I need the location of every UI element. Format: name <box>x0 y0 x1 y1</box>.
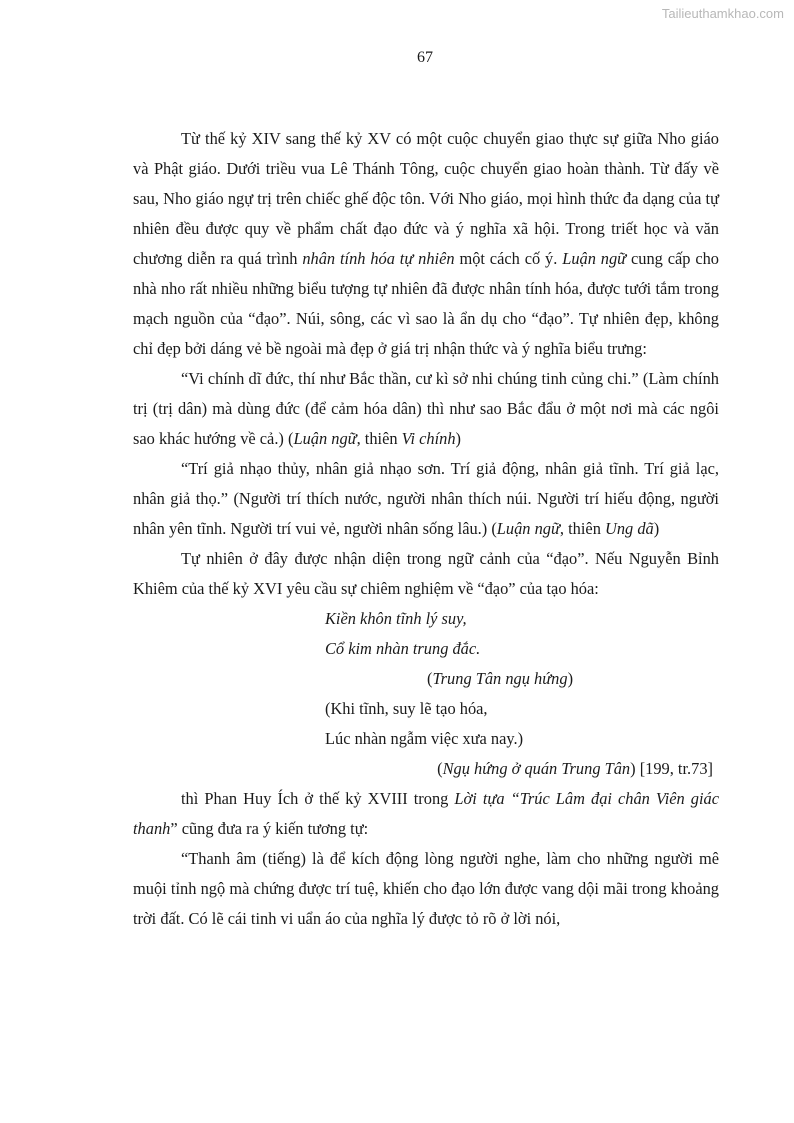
page-number: 67 <box>417 49 433 66</box>
watermark: Tailieuthamkhao.com <box>661 6 784 21</box>
verse-line-1: Kiền khôn tĩnh lý suy, <box>325 609 467 628</box>
verse-line-2: Cổ kim nhàn trung đắc. <box>325 639 481 658</box>
paragraph-quote-ung-da: “Trí giả nhạo thủy, nhân giả nhạo sơn. Trí giả động, nhân giả tĩnh. Trí giả lạc, nhân giả thọ.” (Người trí thích nước, người nhân thích núi. Người trí hiếu động, người nhân yên tĩnh. Người trí vui vẻ, người nhân sống lâu.) (Luận ngữ, thiên Ung dã) <box>133 459 719 538</box>
paragraph-6: “Thanh âm (tiếng) là để kích động lòng người nghe, làm cho những người mê muội tỉnh ngộ mà chứng được trí tuệ, khiến cho đạo lớn được vang dội mãi trong khoảng trời đất. Có lẽ cái tinh vi uẩn áo của nghĩa lý được tỏ rõ ở lời nói, <box>133 849 719 928</box>
verse-source-1: (Trung Tân ngụ hứng) <box>427 669 574 688</box>
paragraph-4: Tự nhiên ở đây được nhận diện trong ngữ cảnh của “đạo”. Nếu Nguyễn Bỉnh Khiêm của thế kỷ XVI yêu cầu sự chiêm nghiệm về “đạo” của tạo hóa: <box>133 549 719 598</box>
document-body <box>133 124 719 934</box>
paragraph-quote-vi-chinh: “Vi chính dĩ đức, thí như Bắc thần, cư kì sở nhi chúng tinh củng chi.” (Làm chính trị (trị dân) mà dùng đức (để cảm hóa dân) thì như sao Bắc đẩu ở một nơi mà các ngôi sao khác hướng về cả.) (Luận ngữ, thiên Vi chính) <box>133 369 719 448</box>
verse-source-2: (Ngụ hứng ở quán Trung Tân) [199, tr.73] <box>437 759 713 778</box>
paragraph-1: Từ thế kỷ XIV sang thế kỷ XV có một cuộc chuyển giao thực sự giữa Nho giáo và Phật giáo. Dưới triều vua Lê Thánh Tông, cuộc chuyển giao hoàn thành. Từ đấy về sau, Nho giáo ngự trị trên chiếc ghế độc tôn. Với Nho giáo, mọi hình thức đa dạng của tự nhiên đều được quy về phẩm chất đạo đức và ý nghĩa xã hội. Trong triết học và văn chương diễn ra quá trình nhân tính hóa tự nhiên một cách cố ý. Luận ngữ cung cấp cho nhà nho rất nhiều những biểu tượng tự nhiên đã được nhân tính hóa, được tưới tắm trong mạch nguồn của “đạo”. Núi, sông, các vì sao là ẩn dụ cho “đạo”. Tự nhiên đẹp, không chỉ đẹp bởi dáng vẻ bề ngoài mà đẹp ở giá trị nhận thức và ý nghĩa biểu trưng: <box>133 129 719 358</box>
translation-line-2: Lúc nhàn ngẫm việc xưa nay.) <box>325 729 524 748</box>
paragraph-5: thì Phan Huy Ích ở thế kỷ XVIII trong Lời tựa “Trúc Lâm đại chân Viên giác thanh” cũng đưa ra ý kiến tương tự: <box>133 789 719 838</box>
translation-line-1: (Khi tĩnh, suy lẽ tạo hóa, <box>325 699 488 718</box>
